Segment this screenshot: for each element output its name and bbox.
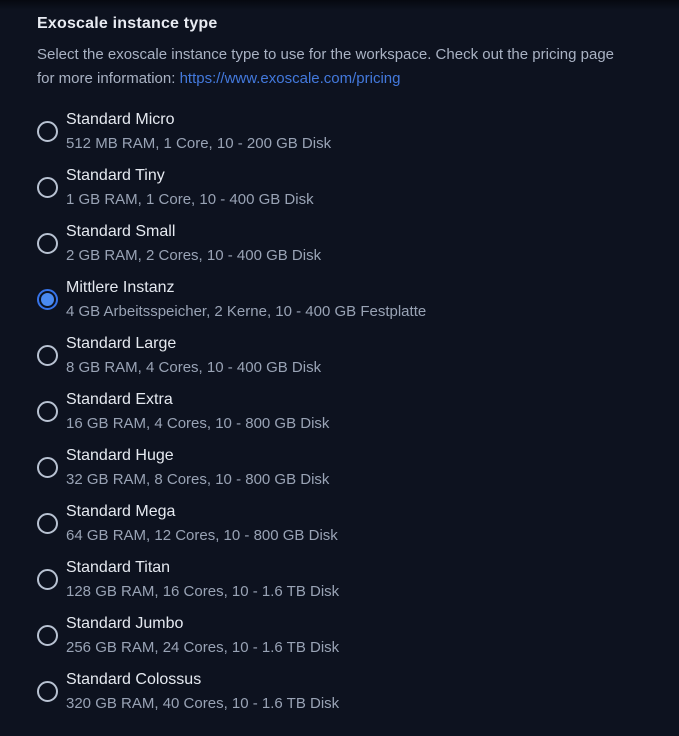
radio-button-icon[interactable]	[37, 457, 58, 478]
option-text	[66, 500, 338, 547]
instance-type-option[interactable]	[37, 500, 642, 547]
option-description: 8 GB RAM, 4 Cores, 10 - 400 GB Disk	[66, 359, 322, 376]
instance-type-option[interactable]	[37, 164, 642, 211]
instance-type-option[interactable]	[37, 220, 642, 267]
radio-button-icon[interactable]	[37, 233, 58, 254]
option-description: 64 GB RAM, 12 Cores, 10 - 800 GB Disk	[66, 527, 338, 544]
instance-type-option[interactable]	[37, 332, 642, 379]
option-label: Standard Extra	[66, 391, 173, 408]
radio-button-icon[interactable]	[37, 289, 58, 310]
option-label: Standard Tiny	[66, 167, 165, 184]
pricing-link[interactable]: https://www.exoscale.com/pricing	[179, 70, 401, 87]
instance-type-option[interactable]	[37, 668, 642, 715]
radio-button-icon[interactable]	[37, 401, 58, 422]
option-label: Standard Mega	[66, 503, 176, 520]
option-description: 32 GB RAM, 8 Cores, 10 - 800 GB Disk	[66, 471, 330, 488]
option-text	[66, 388, 329, 435]
instance-type-option[interactable]	[37, 444, 642, 491]
option-label: Standard Jumbo	[66, 615, 184, 632]
option-label: Standard Small	[66, 223, 176, 240]
radio-button-icon[interactable]	[37, 569, 58, 590]
instance-type-option[interactable]	[37, 556, 642, 603]
option-label: Standard Large	[66, 335, 177, 352]
option-description: 256 GB RAM, 24 Cores, 10 - 1.6 TB Disk	[66, 639, 340, 656]
option-text	[66, 444, 329, 491]
option-label: Mittlere Instanz	[66, 279, 175, 296]
instance-type-list	[37, 108, 642, 715]
option-description: 512 MB RAM, 1 Core, 10 - 200 GB Disk	[66, 135, 332, 152]
radio-button-icon[interactable]	[37, 513, 58, 534]
radio-button-icon[interactable]	[37, 625, 58, 646]
description-line-2: for more information:	[37, 70, 176, 87]
radio-button-icon[interactable]	[37, 681, 58, 702]
option-description: 128 GB RAM, 16 Cores, 10 - 1.6 TB Disk	[66, 583, 340, 600]
option-label: Standard Titan	[66, 559, 171, 576]
option-label: Standard Colossus	[66, 671, 202, 688]
instance-type-option[interactable]	[37, 276, 642, 323]
option-text	[66, 332, 321, 379]
option-text	[66, 164, 314, 211]
option-description: 2 GB RAM, 2 Cores, 10 - 400 GB Disk	[66, 247, 322, 264]
instance-type-option[interactable]	[37, 612, 642, 659]
option-text	[66, 220, 321, 267]
option-text	[66, 612, 339, 659]
option-description: 320 GB RAM, 40 Cores, 10 - 1.6 TB Disk	[66, 695, 340, 712]
option-label: Standard Micro	[66, 111, 175, 128]
instance-type-option[interactable]	[37, 108, 642, 155]
description-line-1: Select the exoscale instance type to use for the workspace. Check out the pricing page	[37, 46, 615, 63]
option-text	[66, 108, 331, 155]
option-label: Standard Huge	[66, 447, 174, 464]
radio-button-icon[interactable]	[37, 121, 58, 142]
option-description: 1 GB RAM, 1 Core, 10 - 400 GB Disk	[66, 191, 314, 208]
description	[37, 43, 637, 91]
radio-button-icon[interactable]	[37, 345, 58, 366]
option-description: 16 GB RAM, 4 Cores, 10 - 800 GB Disk	[66, 415, 330, 432]
option-text	[66, 668, 339, 715]
option-text	[66, 556, 339, 603]
option-text	[66, 276, 426, 323]
instance-type-option[interactable]	[37, 388, 642, 435]
radio-button-icon[interactable]	[37, 177, 58, 198]
option-description: 4 GB Arbeitsspeicher, 2 Kerne, 10 - 400 GB Festplatte	[66, 303, 427, 320]
page-title: Exoscale instance type	[37, 15, 218, 32]
